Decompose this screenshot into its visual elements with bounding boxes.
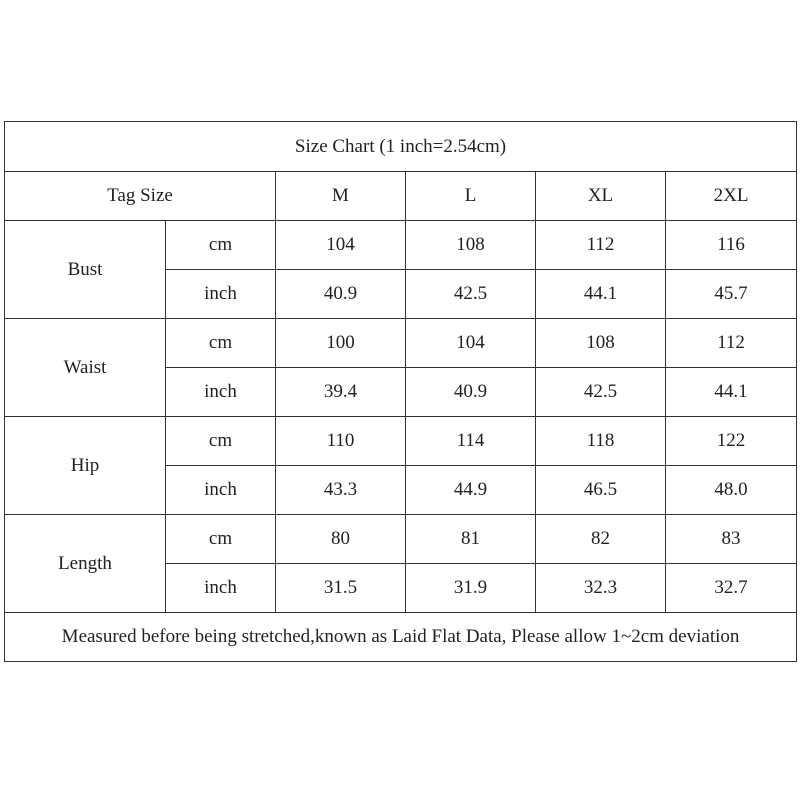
table-cell: 43.3 [276,466,406,515]
table-row [5,221,797,270]
size-header-xl: XL [536,172,666,221]
table-row [5,319,797,368]
table-row [5,417,797,466]
table-cell: 122 [666,417,797,466]
table-row [5,515,797,564]
table-cell: 40.9 [276,270,406,319]
footer-row [5,613,797,662]
table-cell: 100 [276,319,406,368]
table-cell: 32.7 [666,564,797,613]
title-row [5,122,797,172]
unit-label-inch: inch [166,466,276,515]
measure-label-bust: Bust [5,221,166,319]
table-cell: 44.1 [666,368,797,417]
table-cell: 104 [276,221,406,270]
table-cell: 118 [536,417,666,466]
table-cell: 45.7 [666,270,797,319]
table-cell: 112 [666,319,797,368]
table-cell: 42.5 [406,270,536,319]
table-cell: 31.5 [276,564,406,613]
tag-size-header: Tag Size [5,172,276,221]
unit-label-cm: cm [166,515,276,564]
table-cell: 46.5 [536,466,666,515]
table-cell: 44.9 [406,466,536,515]
table-cell: 116 [666,221,797,270]
table-cell: 82 [536,515,666,564]
unit-label-inch: inch [166,564,276,613]
header-row [5,172,797,221]
table-cell: 80 [276,515,406,564]
unit-label-inch: inch [166,270,276,319]
table-cell: 31.9 [406,564,536,613]
measure-label-length: Length [5,515,166,613]
table-cell: 110 [276,417,406,466]
table-cell: 81 [406,515,536,564]
measure-label-waist: Waist [5,319,166,417]
table-cell: 108 [406,221,536,270]
table-cell: 112 [536,221,666,270]
size-chart-table [4,121,797,662]
size-header-m: M [276,172,406,221]
table-cell: 104 [406,319,536,368]
measure-label-hip: Hip [5,417,166,515]
unit-label-cm: cm [166,221,276,270]
footer-note: Measured before being stretched,known as Laid Flat Data, Please allow 1~2cm deviation [5,613,797,662]
chart-title: Size Chart (1 inch=2.54cm) [5,122,797,172]
table-cell: 40.9 [406,368,536,417]
unit-label-cm: cm [166,319,276,368]
table-cell: 39.4 [276,368,406,417]
size-header-2xl: 2XL [666,172,797,221]
table-cell: 48.0 [666,466,797,515]
unit-label-inch: inch [166,368,276,417]
size-header-l: L [406,172,536,221]
table-cell: 114 [406,417,536,466]
table-cell: 108 [536,319,666,368]
table-cell: 83 [666,515,797,564]
table-cell: 42.5 [536,368,666,417]
table-cell: 32.3 [536,564,666,613]
table-cell: 44.1 [536,270,666,319]
unit-label-cm: cm [166,417,276,466]
